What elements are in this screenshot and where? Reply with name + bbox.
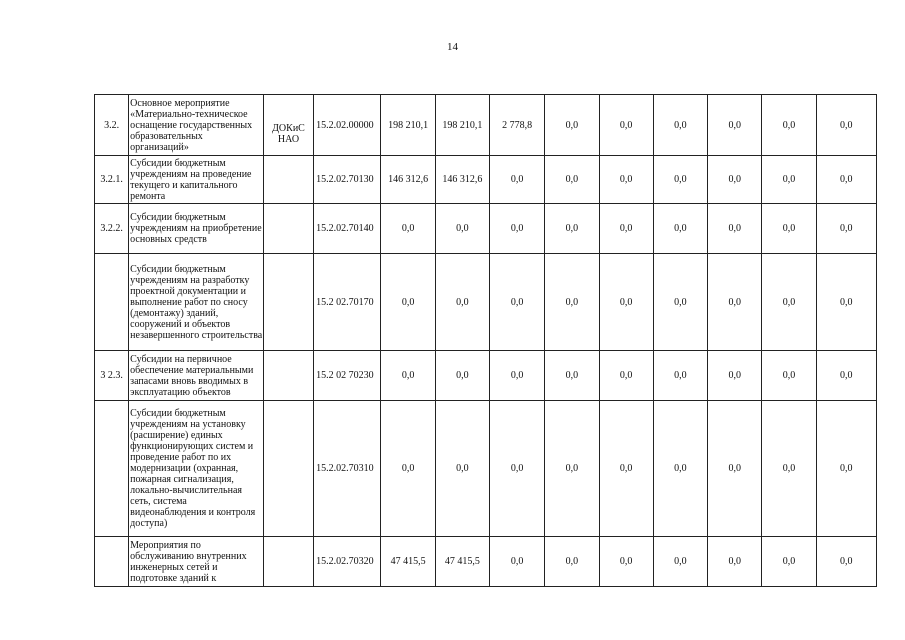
item-name: Субсидии бюджетным учреждениям на проведение текущего и капитального ремонта <box>129 156 264 204</box>
amount-cell: 0,0 <box>489 156 544 204</box>
amount-cell: 0,0 <box>599 254 653 351</box>
amount-cell: 0,0 <box>762 351 816 401</box>
executor <box>263 351 313 401</box>
amount-cell: 0,0 <box>708 401 762 537</box>
amount-cell: 0,0 <box>762 156 816 204</box>
amount-cell: 0,0 <box>708 351 762 401</box>
table-row <box>95 156 877 204</box>
amount-cell: 0,0 <box>545 537 599 587</box>
amount-cell: 0,0 <box>653 156 707 204</box>
amount-cell: 47 415,5 <box>381 537 435 587</box>
item-number: 3.2.2. <box>95 204 129 254</box>
amount-cell: 0,0 <box>653 401 707 537</box>
item-name: Субсидии бюджетным учреждениям на приобретение основных средств <box>129 204 264 254</box>
amount-cell: 0,0 <box>489 254 544 351</box>
item-number: 3.2. <box>95 95 129 156</box>
amount-cell: 0,0 <box>545 351 599 401</box>
amount-cell: 0,0 <box>381 204 435 254</box>
amount-cell: 0,0 <box>653 351 707 401</box>
table-row <box>95 95 877 156</box>
item-number <box>95 254 129 351</box>
amount-cell: 0,0 <box>708 537 762 587</box>
table-row <box>95 351 877 401</box>
table-row <box>95 537 877 587</box>
budget-code: 15.2.02.70130 <box>314 156 381 204</box>
budget-code: 15.2.02.70140 <box>314 204 381 254</box>
table-row <box>95 401 877 537</box>
amount-cell: 0,0 <box>489 401 544 537</box>
budget-code: 15.2.02.70310 <box>314 401 381 537</box>
executor <box>263 537 313 587</box>
amount-cell: 0,0 <box>545 156 599 204</box>
amount-cell: 0,0 <box>816 537 876 587</box>
item-name: Субсидии бюджетным учреждениям на разработку проектной документации и выполнение работ по сносу (демонтажу) зданий, сооружений и объектов незавершенного строительства <box>129 254 264 351</box>
amount-cell: 0,0 <box>545 95 599 156</box>
amount-cell: 0,0 <box>708 156 762 204</box>
item-name: Субсидии бюджетным учреждениям на установку (расширение) единых функционирующих систем и проведение работ по их модернизации (охранная, пожарная сигнализация, локально-вычислительная сеть, система видеонаблюдения и контроля доступа) <box>129 401 264 537</box>
executor <box>263 401 313 537</box>
amount-cell: 0,0 <box>653 254 707 351</box>
amount-cell: 146 312,6 <box>435 156 489 204</box>
amount-cell: 0,0 <box>762 95 816 156</box>
budget-code: 15.2.02.00000 <box>314 95 381 156</box>
amount-cell: 0,0 <box>816 254 876 351</box>
amount-cell: 0,0 <box>816 95 876 156</box>
amount-cell: 0,0 <box>435 254 489 351</box>
table-row <box>95 204 877 254</box>
amount-cell: 0,0 <box>545 254 599 351</box>
amount-cell: 0,0 <box>762 537 816 587</box>
amount-cell: 0,0 <box>599 204 653 254</box>
amount-cell: 0,0 <box>599 537 653 587</box>
amount-cell: 198 210,1 <box>435 95 489 156</box>
executor <box>263 204 313 254</box>
amount-cell: 47 415,5 <box>435 537 489 587</box>
amount-cell: 146 312,6 <box>381 156 435 204</box>
budget-code: 15.2 02.70170 <box>314 254 381 351</box>
amount-cell: 0,0 <box>599 351 653 401</box>
amount-cell: 2 778,8 <box>489 95 544 156</box>
budget-code: 15.2 02 70230 <box>314 351 381 401</box>
amount-cell: 0,0 <box>816 156 876 204</box>
amount-cell: 0,0 <box>653 204 707 254</box>
amount-cell: 0,0 <box>489 537 544 587</box>
amount-cell: 0,0 <box>599 156 653 204</box>
amount-cell: 0,0 <box>599 401 653 537</box>
amount-cell: 0,0 <box>545 401 599 537</box>
page-number: 14 <box>447 41 458 53</box>
amount-cell: 0,0 <box>599 95 653 156</box>
budget-code: 15.2.02.70320 <box>314 537 381 587</box>
amount-cell: 0,0 <box>816 204 876 254</box>
amount-cell: 0,0 <box>435 204 489 254</box>
program-table <box>94 94 877 587</box>
amount-cell: 0,0 <box>816 351 876 401</box>
amount-cell: 0,0 <box>816 401 876 537</box>
executor <box>263 156 313 204</box>
table-row <box>95 254 877 351</box>
amount-cell: 0,0 <box>762 254 816 351</box>
amount-cell: 0,0 <box>545 204 599 254</box>
amount-cell: 198 210,1 <box>381 95 435 156</box>
amount-cell: 0,0 <box>653 537 707 587</box>
amount-cell: 0,0 <box>762 204 816 254</box>
executor <box>263 254 313 351</box>
amount-cell: 0,0 <box>708 95 762 156</box>
amount-cell: 0,0 <box>653 95 707 156</box>
item-number <box>95 401 129 537</box>
amount-cell: 0,0 <box>708 204 762 254</box>
amount-cell: 0,0 <box>381 401 435 537</box>
amount-cell: 0,0 <box>435 401 489 537</box>
item-number: 3.2.1. <box>95 156 129 204</box>
amount-cell: 0,0 <box>489 351 544 401</box>
amount-cell: 0,0 <box>381 254 435 351</box>
amount-cell: 0,0 <box>708 254 762 351</box>
executor: ДОКиС НАО <box>263 95 313 156</box>
amount-cell: 0,0 <box>762 401 816 537</box>
item-number: 3 2.3. <box>95 351 129 401</box>
amount-cell: 0,0 <box>489 204 544 254</box>
item-name: Субсидии на первичное обеспечение материальными запасами вновь вводимых в эксплуатацию объектов <box>129 351 264 401</box>
item-number <box>95 537 129 587</box>
item-name: Мероприятия по обслуживанию внутренних инженерных сетей и подготовке зданий к <box>129 537 264 587</box>
amount-cell: 0,0 <box>381 351 435 401</box>
amount-cell: 0,0 <box>435 351 489 401</box>
item-name: Основное мероприятие «Материально-техническое оснащение государственных образовательных организаций» <box>129 95 264 156</box>
